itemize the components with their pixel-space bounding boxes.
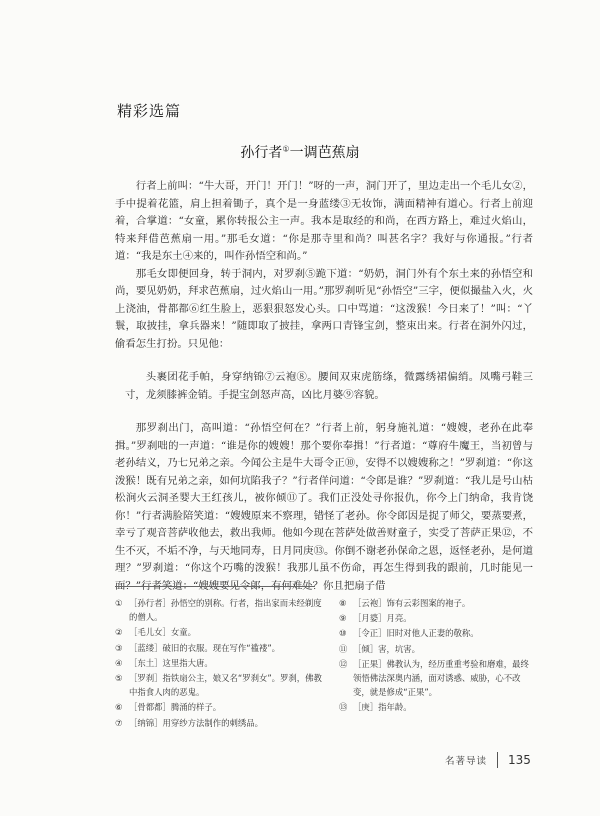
paragraph-2: 那毛女即便回身，转于洞内，对罗刹⑤跪下道：“奶奶，洞门外有个东土来的孙悟空和尚，要见奶奶，拜求芭蕉扇，过火焰山一用。”那罗刹听见“孙悟空”三字，便似撮盐入火，火上浇油，骨都都⑥红生脸上，恶狠狠怒发心头。口中骂道：“这泼猴！今日来了！”叫：“丫鬟，取披挂，拿兵器来！”随即取了披挂，拿两口青锋宝剑，整束出来。行者在洞外闪过，偷看怎生打扮。只见他： [115,267,533,350]
page-footer [445,752,531,768]
footnote-item: ③ ［蓝缕］破旧的衣服。现在写作“褴褛”。 [115,642,281,653]
footnote-item: ⑫ ［正果］佛教认为，经历重重考验和磨难，最终领悟佛法深奥内涵，面对诱惑、威胁，心不改变，就是修成“正果”。 [339,658,529,698]
footnote-item: ⑥ ［骨都都］腾涌的样子。 [115,702,222,713]
footnote-item: ⑩ ［令正］旧时对他人正妻的敬称。 [339,628,479,639]
footnote-item: ⑤ ［罗刹］指铁扇公主，娘又名“罗刹女”。罗刹，佛教中指食人肉的恶鬼。 [115,673,322,698]
footnote-item: ① ［孙行者］孙悟空的别称。行者，指出家而未经剃度的僧人。 [115,598,322,623]
article-title-rest: 一调芭蕉扇 [289,145,360,161]
section-title: 精彩选篇 [117,102,182,120]
footnote-divider [115,586,315,587]
footnotes-right-column [339,596,535,731]
article-body [115,178,533,595]
footnotes [115,596,535,731]
footnote-item: ⑪ ［倾］害，坑害。 [339,643,420,654]
title-footnote-ref[interactable]: ① [282,144,290,154]
article-title-main: 孙行者 [240,145,283,161]
footer-divider [497,752,498,768]
footnote-item: ⑬ ［庚］指年龄。 [339,702,412,713]
poem-passage: 头裹团花手帕，身穿纳锦⑦云袍⑧。腰间双束虎筋绦，微露绣裙偏绡。凤嘴弓鞋三寸，龙须膝裤金销。手提宝剑怒声高，凶比月婆⑨容貌。 [125,371,533,401]
footnote-item: ⑧ ［云袍］饰有云彩图案的袍子。 [339,598,471,608]
footnotes-left-column [115,596,325,731]
footnote-item: ⑨ ［月婆］月亮。 [339,613,412,624]
footnote-item: ④ ［东土］这里指大唐。 [115,657,213,668]
article-title [0,142,600,162]
footnote-item: ⑦ ［纳锦］用穿纱方法制作的刺绣品。 [115,717,263,728]
page-number: 135 [508,753,531,767]
footer-section-label: 名著导读 [445,756,488,767]
paragraph-1: 行者上前叫：“牛大哥，开门！开门！”呀的一声，洞门开了，里边走出一个毛儿女②，手中提着花篮，肩上担着锄子，真个是一身蓝缕③无妆饰，满面精神有道心。行者上前迎着，合掌道：“女童，累你转报公主一声。我本是取经的和尚，在西方路上，难过火焰山，特来拜借芭蕉扇一用。”那毛女道：“你是那寺里和尚？叫甚名字？我好与你通报。”行者道：“我是东土④来的，叫作孙悟空和尚。” [115,180,533,262]
footnote-item: ② ［毛儿女］女童。 [115,627,196,638]
paragraph-3: 那罗刹出门，高叫道：“孙悟空何在？”行者上前，躬身施礼道：“嫂嫂，老孙在此奉揖。”罗刹咄的一声道：“谁是你的嫂嫂！那个要你奉揖！”行者道：“尊府牛魔王，当初曾与老孙结义，乃七兄弟之亲。今闻公主是牛大哥令正⑩，安得不以嫂嫂称之！”罗刹道：“你这泼猴！既有兄弟之亲，如何坑陷我子？”行者佯问道：“令郎是谁？”罗刹道：“我儿是号山枯松涧火云洞圣婴大王红孩儿，被你倾⑪了。我们正没处寻你报仇，你今上门纳命，我肯饶你！”行者满脸陪笑道：“嫂嫂原来不察理，错怪了老孙。你令郎因是捉了师父，要蒸要煮，幸亏了观音菩萨收他去，救出我师。他如今现在菩萨处做善财童子，实受了菩萨正果⑫，不生不灭，不垢不净，与天地同寿，日月同庚⑬。你倒不谢老孙保命之恩，返怪老孙，是何道理？”罗刹道：“你这个巧嘴的泼猴！我那儿虽不伤命，再怎生得到我的跟前，几时能见一面？”行者笑道：“嫂嫂要见令郎，有何难处？你且把扇子借 [115,422,533,592]
